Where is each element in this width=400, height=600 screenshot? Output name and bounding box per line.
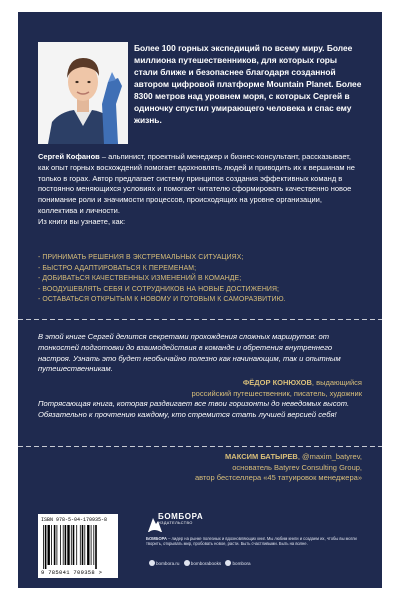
author-portrait-illustration [38, 42, 128, 144]
barcode-bar [48, 525, 50, 565]
barcode-bar [60, 525, 61, 565]
dashed-divider [18, 446, 382, 447]
barcode-bar [63, 525, 64, 565]
list-item: - ВООДУШЕВЛЯТЬ СЕБЯ И СОТРУДНИКОВ НА НОВЫЕ ДОСТИЖЕНИЯ; [38, 285, 280, 293]
barcode-bar [67, 525, 69, 565]
testimonial-konyukhov: В этой книге Сергей делится секретами прохождения сложных маршрутов: от тонкостей подготовки до взаимодействия в команде и обретения внутреннего настроя. Узнать это будет необычайно полезно как начинающим, так и опытным путешественникам. [38, 332, 341, 374]
author-photo [38, 42, 128, 144]
book-back-cover [18, 12, 382, 588]
barcode-bar [84, 525, 85, 565]
testimonial-batyrev: Потрясающая книга, которая раздвигает все твои горизонты до неведомых высот. Обязательно к прочтению каждому, кто стремится стать лучшей версией себя! [38, 399, 350, 419]
social-link-telegram[interactable]: bombora [232, 561, 251, 566]
isbn-label: ISBN 978-5-04-170935-8 [41, 517, 108, 523]
testimonial-attribution [102, 452, 362, 484]
attribution-name: ФЁДОР КОНЮХОВ [242, 378, 312, 387]
barcode-bar [91, 525, 92, 565]
intro-text: Более 100 горных экспедиций по всему миру. Более миллиона путешественников, для которых горы стали ближе и безопаснее благодаря созданной автором цифровой платформе Mountain Planet. Более 8300 метров над уровнем моря, с которых Сергей в одиночку спустил умирающего человека и спас ему жизнь. [134, 43, 362, 125]
testimonial-attribution [102, 378, 362, 399]
author-name: Сергей Кофанов [38, 152, 100, 161]
social-links [146, 560, 366, 566]
publisher-description [146, 536, 366, 547]
learn-list [38, 253, 362, 306]
publisher-logo-text: БОМБОРА [158, 512, 204, 521]
isbn-number: 9 785041 709358 > [41, 569, 103, 576]
attribution-role: , выдающийся [311, 378, 362, 387]
author-bio [38, 152, 362, 228]
barcode-bar [95, 525, 97, 569]
barcode-bar [45, 525, 47, 569]
social-link-vk[interactable]: bomborabooks [190, 561, 222, 566]
publisher-logo-subtitle: ИЗДАТЕЛЬСТВО [158, 521, 193, 525]
barcode-bar [57, 525, 58, 565]
social-link-site[interactable]: bombora.ru [156, 561, 180, 566]
barcode-bar [65, 525, 67, 565]
attribution-role: , @maxim_batyrev, [297, 452, 362, 461]
barcode-bar [80, 525, 81, 565]
attribution-role: российский путешественник, писатель, художник [191, 388, 362, 398]
list-item: - ДОБИВАТЬСЯ КАЧЕСТВЕННЫХ ИЗМЕНЕНИЙ В КОМАНДЕ; [38, 275, 242, 283]
attribution-role: основатель Batyrev Consulting Group, [232, 462, 362, 472]
list-item: - ОСТАВАТЬСЯ ОТКРЫТЫМ К НОВОМУ И ГОТОВЫМ К САМОРАЗВИТИЮ. [38, 296, 286, 304]
publisher-name: БОМБОРА [146, 536, 167, 541]
author-section [38, 42, 362, 144]
barcode-bar [76, 525, 77, 565]
list-item: - ПРИНИМАТЬ РЕШЕНИЯ В ЭКСТРЕМАЛЬНЫХ СИТУАЦИЯХ; [38, 254, 244, 261]
telegram-icon [225, 560, 231, 566]
list-item: - БЫСТРО АДАПТИРОВАТЬСЯ К ПЕРЕМЕНАМ; [38, 264, 197, 272]
globe-icon [149, 560, 155, 566]
isbn-barcode [38, 514, 118, 578]
publisher-desc-text: – лидер на рынке полезных и вдохновляющих книг. Мы любим книги и создаем их, чтобы вы могли творить, открывать мир, пробовать новое, расти. Быть счастливыми. Быть на волне. [146, 536, 357, 547]
attribution-role: автор бестселлера «45 татуировок менеджера» [194, 473, 362, 483]
dashed-divider [18, 319, 382, 320]
barcode-bar [54, 525, 56, 565]
attribution-name: МАКСИМ БАТЫРЕВ [225, 452, 298, 461]
barcode-bar [73, 525, 75, 565]
barcode-bar [71, 525, 72, 565]
barcode-icon [42, 525, 114, 569]
barcode-bar [82, 525, 84, 565]
footer [18, 508, 382, 588]
learn-intro: Из книги вы узнаете, как: [38, 216, 126, 226]
barcode-bar [51, 525, 52, 565]
barcode-bar [43, 525, 44, 569]
vk-icon [184, 560, 190, 566]
author-bio-text: – альпинист, проектный менеджер и бизнес-консультант, рассказывает, как опыт горных восхождений помогает вдохновлять людей и приводить их к вершинам не только в горах. Автор предлагает систему принципов создания эффективных команд в постоянно меняющихся условиях и помогает читателю сформировать качественно новое понимание роли и значимости процессов, происходящих на уровне организации, коллектива и личности. [38, 152, 355, 215]
barcode-bar [87, 525, 89, 565]
barcode-bar [93, 525, 94, 565]
